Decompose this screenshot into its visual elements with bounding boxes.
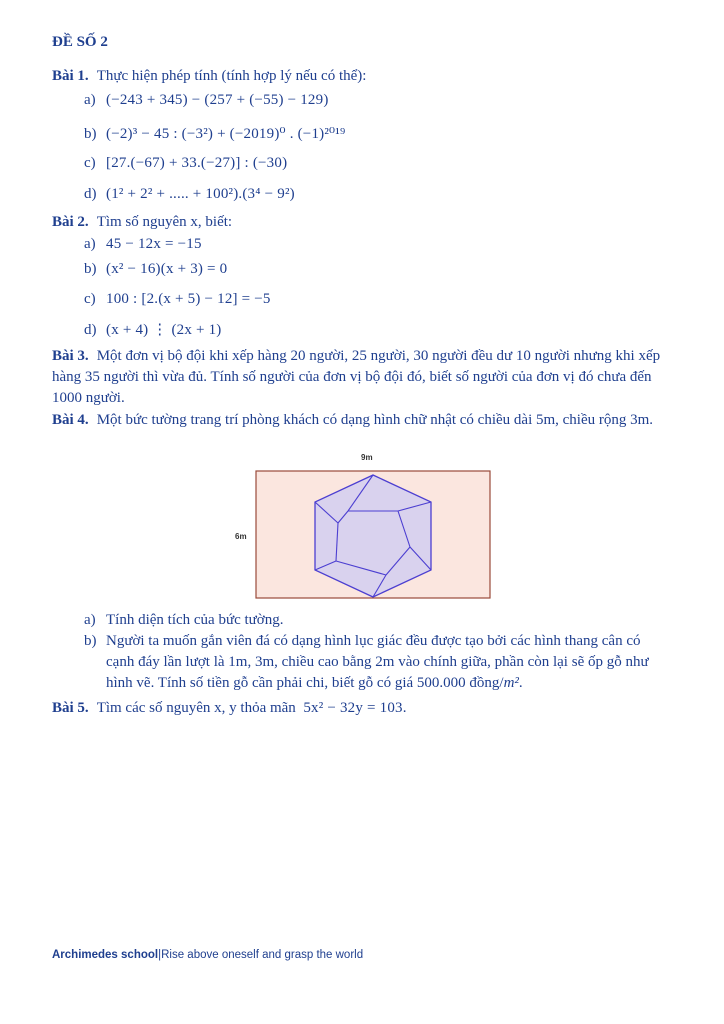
item-end: .: [518, 675, 523, 691]
bai5-text: Tìm các số nguyên x, y thỏa mãn: [96, 700, 296, 716]
item-text-wrap: [106, 631, 672, 694]
figure-width-label: 9m: [361, 453, 373, 462]
item-label: b): [84, 633, 97, 649]
item-label: b): [84, 261, 97, 277]
math-expression: (−2)³ − 45 : (−3²) + (−2019)⁰ . (−1)²⁰¹⁹: [106, 126, 346, 142]
footer: [52, 949, 363, 961]
math-expression: (1² + 2² + ..... + 100²).(3⁴ − 9²): [106, 186, 295, 202]
bai4-text: Một bức tường trang trí phòng khách có dạng hình chữ nhật có chiều dài 5m, chiều rộng 3m.: [96, 412, 654, 428]
item-label: a): [84, 92, 96, 108]
bai2-heading: [52, 214, 232, 231]
bai1-item-d: [84, 186, 295, 203]
item-label: d): [84, 186, 97, 202]
item-label: c): [84, 291, 96, 307]
bai5-label: Bài 5.: [52, 700, 89, 716]
bai3-paragraph: [52, 346, 674, 409]
footer-separator: |: [158, 949, 162, 961]
math-expression: 100 : [2.(x + 5) − 12] = −5: [106, 291, 271, 307]
math-expression: 45 − 12x = −15: [106, 236, 202, 252]
bai3-label: Bài 3.: [52, 348, 89, 364]
math-expression: (x + 4) ⋮ (2x + 1): [106, 322, 222, 338]
math-expression: [27.(−67) + 33.(−27)] : (−30): [106, 155, 288, 171]
bai2-label: Bài 2.: [52, 214, 89, 230]
bai2-text: Tìm số nguyên x, biết:: [96, 214, 233, 230]
unit: m²: [503, 675, 519, 691]
item-text: Người ta muốn gắn viên đá có dạng hình lục giác đều được tạo bởi các hình thang cân có cạnh đáy lần lượt là 1m, 3m, chiều cao bằng 2m vào chính giữa, phần còn lại sẽ ốp gỗ như hình vẽ. Tính số tiền gỗ cần phải chi, biết gỗ có giá 500.000 đồng/: [106, 633, 649, 691]
wall-figure: [250, 465, 496, 605]
item-label: b): [84, 126, 97, 142]
bai1-item-b: [84, 124, 345, 143]
figure-height-label: 6m: [235, 532, 247, 541]
math-expression: 5x² − 32y = 103: [303, 700, 403, 716]
bai4-label: Bài 4.: [52, 412, 89, 428]
math-expression: (x² − 16)(x + 3) = 0: [106, 261, 228, 277]
bai2-item-a: [84, 236, 202, 253]
item-text: Tính diện tích của bức tường.: [106, 612, 284, 628]
item-label: d): [84, 322, 97, 338]
bai5-heading: [52, 700, 406, 717]
bai1-item-c: [84, 155, 287, 172]
bai2-item-c: [84, 291, 271, 308]
footer-school: Archimedes school: [52, 949, 159, 961]
item-label: c): [84, 155, 96, 171]
item-label: a): [84, 612, 96, 628]
bai2-item-b: [84, 261, 227, 278]
bai4-paragraph: [52, 410, 674, 431]
bai1-heading: [52, 68, 366, 85]
bai4-item-a: [84, 610, 674, 631]
bai1-item-a: [84, 92, 329, 109]
bai5-end: .: [402, 700, 407, 716]
bai1-text: Thực hiện phép tính (tính hợp lý nếu có thể):: [96, 68, 367, 84]
item-label: a): [84, 236, 96, 252]
bai1-label: Bài 1.: [52, 68, 89, 84]
bai3-text: Một đơn vị bộ đội khi xếp hàng 20 người, 25 người, 30 người đều dư 10 người nhưng khi xếp hàng 35 người thì vừa đủ. Tính số người của đơn vị bộ đội đó, biết số người của đơn vị đó chưa đến 1000 người.: [52, 348, 661, 406]
bai2-item-d: [84, 320, 222, 339]
footer-motto: Rise above oneself and grasp the world: [161, 949, 364, 961]
page-title: ĐỀ SỐ 2: [52, 34, 108, 50]
math-expression: (−243 + 345) − (257 + (−55) − 129): [106, 92, 329, 108]
bai4-item-b: [84, 631, 674, 694]
hexagon-tile: [315, 475, 431, 597]
